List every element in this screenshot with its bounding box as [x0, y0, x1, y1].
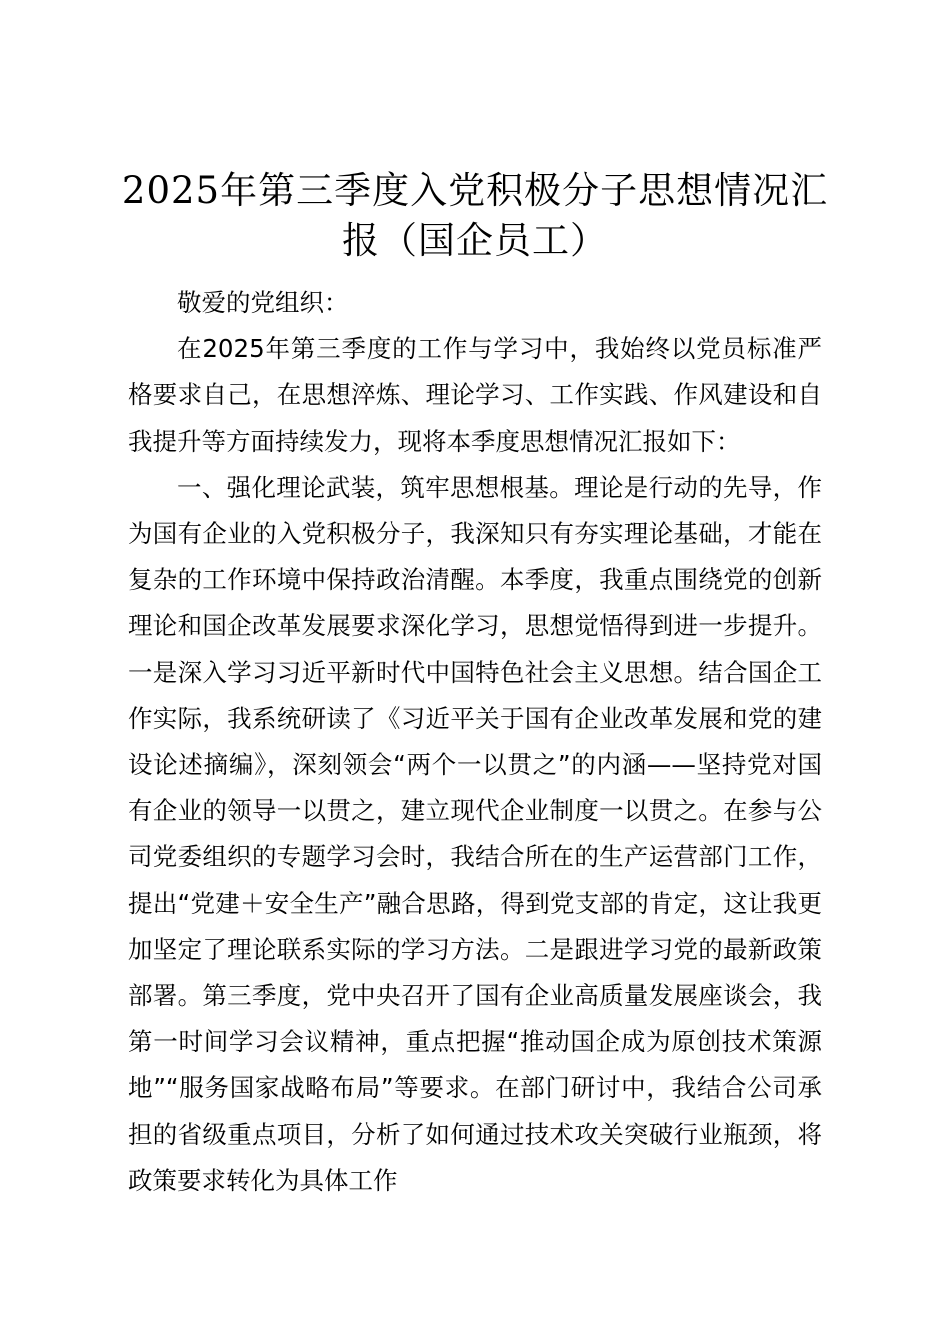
intro-paragraph: 在2025年第三季度的工作与学习中，我始终以党员标准严格要求自己，在思想淬炼、理论学习、工作实践、作风建设和自我提升等方面持续发力，现将本季度思想情况汇报如下： [128, 334, 822, 456]
document-body [128, 280, 822, 1204]
section-one-paragraph: 一、强化理论武装，筑牢思想根基。理论是行动的先导，作为国有企业的入党积极分子，我深知只有夯实理论基础，才能在复杂的工作环境中保持政治清醒。本季度，我重点围绕党的创新理论和国企改革发展要求深化学习，思想觉悟得到进一步提升。一是深入学习习近平新时代中国特色社会主义思想。结合国企工作实际，我系统研读了《习近平关于国有企业改革发展和党的建设论述摘编》，深刻领会“两个一以贯之”的内涵——坚持党对国有企业的领导一以贯之，建立现代企业制度一以贯之。在参与公司党委组织的专题学习会时，我结合所在的生产运营部门工作，提出“党建＋安全生产”融合思路，得到党支部的肯定，这让我更加坚定了理论联系实际的学习方法。二是跟进学习党的最新政策部署。第三季度，党中央召开了国有企业高质量发展座谈会，我第一时间学习会议精神，重点把握“推动国企成为原创技术策源地”“服务国家战略布局”等要求。在部门研讨中，我结合公司承担的省级重点项目，分析了如何通过技术攻关突破行业瓶颈，将政策要求转化为具体工作 [128, 472, 822, 1195]
document-title: 2025年第三季度入党积极分子思想情况汇报（国企员工） [121, 169, 829, 262]
salutation: 敬爱的党组织： [177, 288, 349, 317]
